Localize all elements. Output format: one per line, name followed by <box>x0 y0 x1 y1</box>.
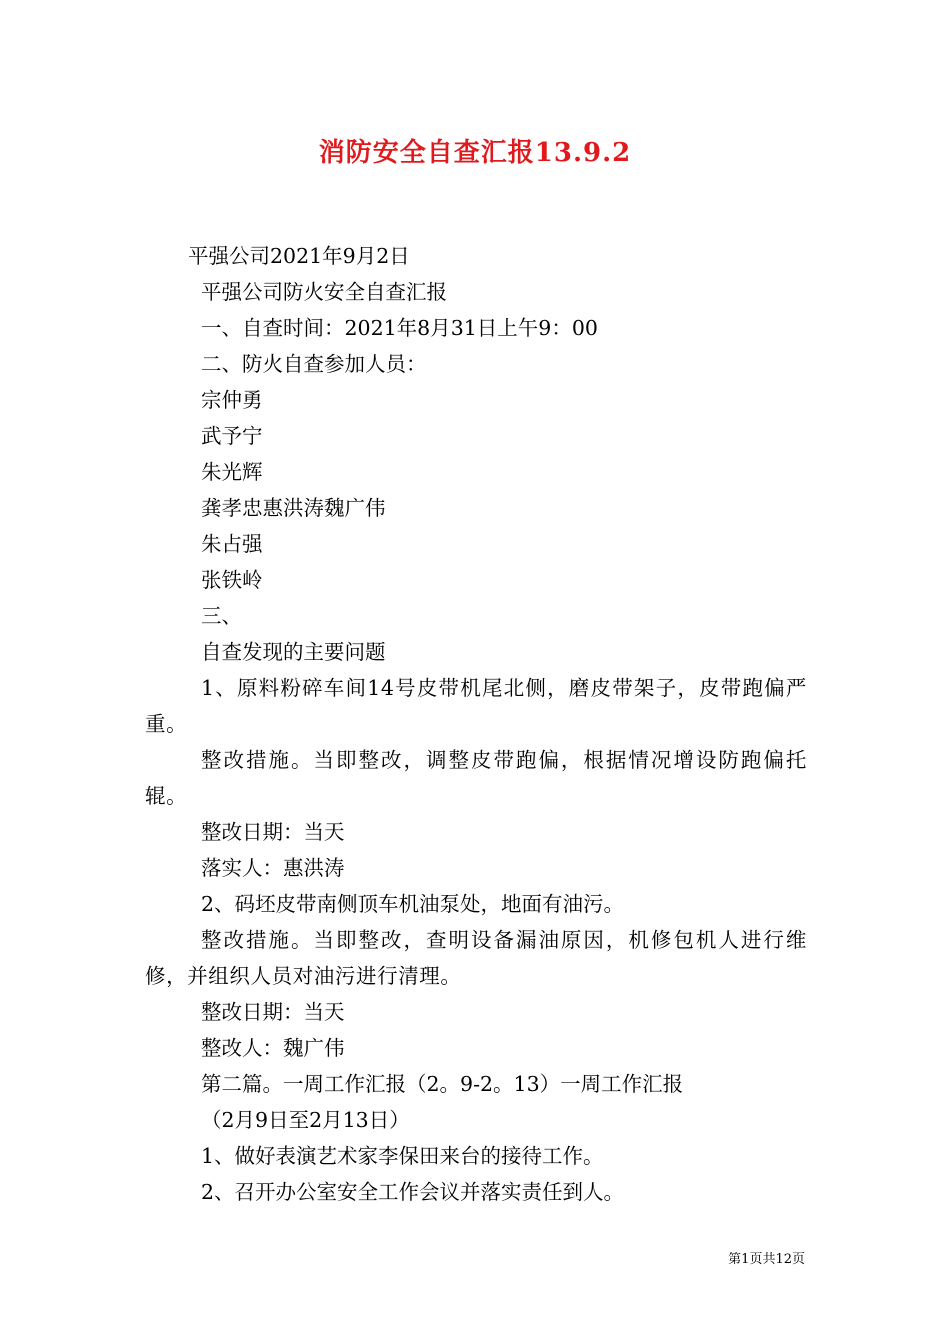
rectification-measure: 整改措施。当即整改，调整皮带跑偏，根据情况增设防跑偏托辊。 <box>145 748 807 808</box>
issue-item: 2、码坯皮带南侧顶车机油泵处，地面有油污。 <box>201 892 625 916</box>
paragraph-check-time: 一、自查时间：2021年8月31日上午9：00 <box>201 316 598 340</box>
participant-name: 龚孝忠惠洪涛魏广伟 <box>201 496 386 520</box>
participant-name: 朱占强 <box>201 532 263 556</box>
participant-name: 张铁岭 <box>201 568 263 592</box>
issue-item: 1、原料粉碎车间14号皮带机尾北侧，磨皮带架子，皮带跑偏严重。 <box>145 676 807 736</box>
document-title: 消防安全自查汇报13.9.2 <box>318 138 632 168</box>
chapter-heading: 第二篇。一周工作汇报（2。9-2。13）一周工作汇报 <box>201 1072 684 1096</box>
paragraph-report-title: 平强公司防火安全自查汇报 <box>201 280 447 304</box>
participant-name: 朱光辉 <box>201 460 263 484</box>
responsible-person: 落实人：惠洪涛 <box>201 856 345 880</box>
date-range: （2月9日至2月13日） <box>201 1108 410 1132</box>
section-heading-issues: 自查发现的主要问题 <box>201 640 386 664</box>
rectification-date: 整改日期：当天 <box>201 820 345 844</box>
paragraph-participants-heading: 二、防火自查参加人员： <box>201 352 427 376</box>
paragraph-date: 平强公司2021年9月2日 <box>188 244 410 268</box>
section-number: 三、 <box>201 604 242 628</box>
participant-name: 宗仲勇 <box>201 388 263 412</box>
rectification-measure: 整改措施。当即整改，查明设备漏油原因，机修包机人进行维修，并组织人员对油污进行清理。 <box>145 928 807 988</box>
page-number-footer: 第1页共12页 <box>728 1252 805 1267</box>
document-body <box>145 238 807 1210</box>
rectification-date: 整改日期：当天 <box>201 1000 345 1024</box>
work-item: 2、召开办公室安全工作会议并落实责任到人。 <box>201 1180 625 1204</box>
work-item: 1、做好表演艺术家李保田来台的接待工作。 <box>201 1144 604 1168</box>
responsible-person: 整改人：魏广伟 <box>201 1036 345 1060</box>
participant-name: 武予宁 <box>201 424 263 448</box>
